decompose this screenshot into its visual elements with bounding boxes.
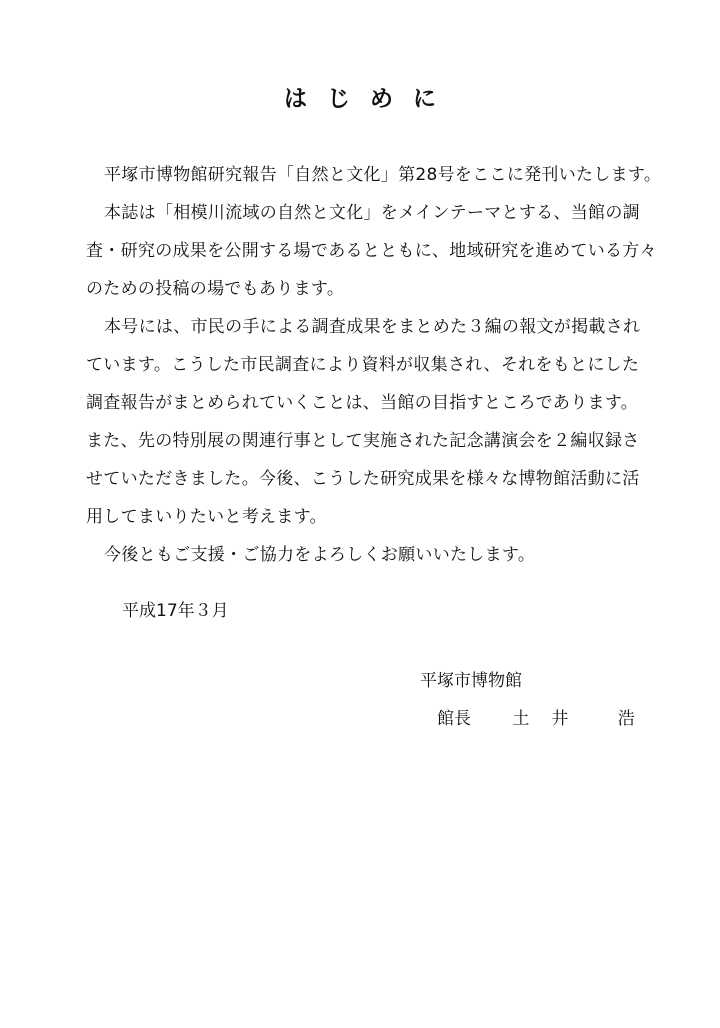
preface-body — [86, 160, 662, 578]
body-line-9: せていただきました。今後、こうした研究成果を様々な博物館活動に活 — [86, 469, 640, 489]
organization-name: 平塚市博物館 — [420, 671, 522, 691]
issue-date: 平成17年３月 — [122, 601, 229, 621]
body-line-11: 今後ともご支援・ご協力をよろしくお願いいたします。 — [104, 545, 536, 565]
body-line-5: 本号には、市民の手による調査成果をまとめた３編の報文が掲載され — [104, 317, 641, 337]
page-title: はじめに — [284, 86, 456, 112]
body-line-2: 本誌は「相模川流域の自然と文化」をメインテーマとする、当館の調 — [104, 203, 640, 223]
signer-name: 土井 浩 — [512, 709, 657, 729]
signer-title: 館長 — [437, 709, 471, 729]
body-line-10: 用してまいりたいと考えます。 — [86, 507, 327, 527]
body-line-1: 平塚市博物館研究報告「自然と文化」第28号をここに発刊いたします。 — [104, 165, 662, 185]
body-line-3: 査・研究の成果を公開する場であるとともに、地域研究を進めている方々 — [86, 241, 657, 261]
body-line-7: 調査報告がまとめられていくことは、当館の目指すところであります。 — [86, 393, 639, 413]
body-line-8: また、先の特別展の関連行事として実施された記念講演会を２編収録さ — [86, 431, 640, 451]
body-line-4: のための投稿の場でもあります。 — [86, 279, 345, 299]
body-line-6: ています。こうした市民調査により資料が収集され、それをもとにした — [86, 355, 640, 375]
signature-block — [437, 704, 657, 729]
